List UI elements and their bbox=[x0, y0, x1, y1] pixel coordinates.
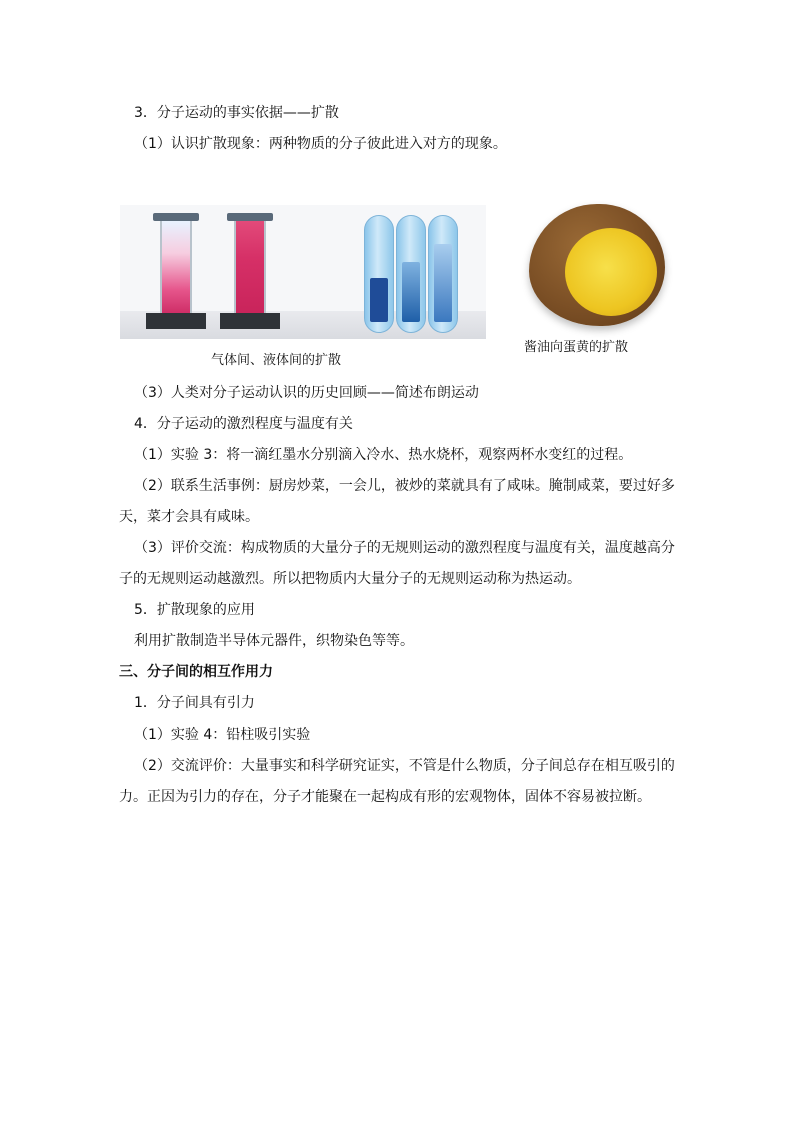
section4-heading: 4．分子运动的激烈程度与温度有关 bbox=[134, 416, 353, 432]
section4-item2-line2: 天，菜才会具有咸味。 bbox=[119, 509, 259, 525]
liquid-tube-1 bbox=[364, 215, 394, 333]
section3-item3: （3）人类对分子运动认识的历史回顾——简述布朗运动 bbox=[134, 385, 479, 401]
part3-heading: 三、分子间的相互作用力 bbox=[119, 664, 273, 680]
diffusion-figure-image bbox=[120, 205, 486, 339]
egg-yolk bbox=[565, 228, 657, 316]
part3-sub1: 1．分子间具有引力 bbox=[134, 695, 255, 711]
section4-item2-line1: （2）联系生活事例：厨房炒菜，一会儿，被炒的菜就具有了咸味。腌制咸菜，要过好多 bbox=[134, 478, 675, 494]
egg-figure-image bbox=[511, 196, 683, 336]
section3-heading: 3．分子运动的事实依据——扩散 bbox=[134, 105, 339, 121]
liquid-tube-2 bbox=[396, 215, 426, 333]
part3-item2-line1: （2）交流评价：大量事实和科学研究证实，不管是什么物质，分子间总存在相互吸引的 bbox=[134, 758, 675, 774]
section5-heading: 5．扩散现象的应用 bbox=[134, 602, 255, 618]
section5-text: 利用扩散制造半导体元器件，织物染色等等。 bbox=[134, 633, 414, 649]
section4-item3-line2: 子的无规则运动越激烈。所以把物质内大量分子的无规则运动称为热运动。 bbox=[119, 571, 581, 587]
left-figure-caption: 气体间、液体间的扩散 bbox=[211, 353, 342, 368]
liquid-tube-3 bbox=[428, 215, 458, 333]
egg-shape bbox=[529, 204, 665, 326]
section4-item1: （1）实验 3：将一滴红墨水分别滴入冷水、热水烧杯，观察两杯水变红的过程。 bbox=[134, 447, 633, 463]
right-figure-caption: 酱油向蛋黄的扩散 bbox=[524, 340, 629, 355]
gas-cylinder-mixed bbox=[230, 213, 270, 329]
section3-item1: （1）认识扩散现象：两种物质的分子彼此进入对方的现象。 bbox=[134, 136, 507, 152]
gas-cylinder-mixing bbox=[156, 213, 196, 329]
part3-item1: （1）实验 4：铅柱吸引实验 bbox=[134, 727, 311, 743]
part3-item2-line2: 力。正因为引力的存在，分子才能聚在一起构成有形的宏观物体，固体不容易被拉断。 bbox=[119, 789, 651, 805]
section4-item3-line1: （3）评价交流：构成物质的大量分子的无规则运动的激烈程度与温度有关，温度越高分 bbox=[134, 540, 675, 556]
